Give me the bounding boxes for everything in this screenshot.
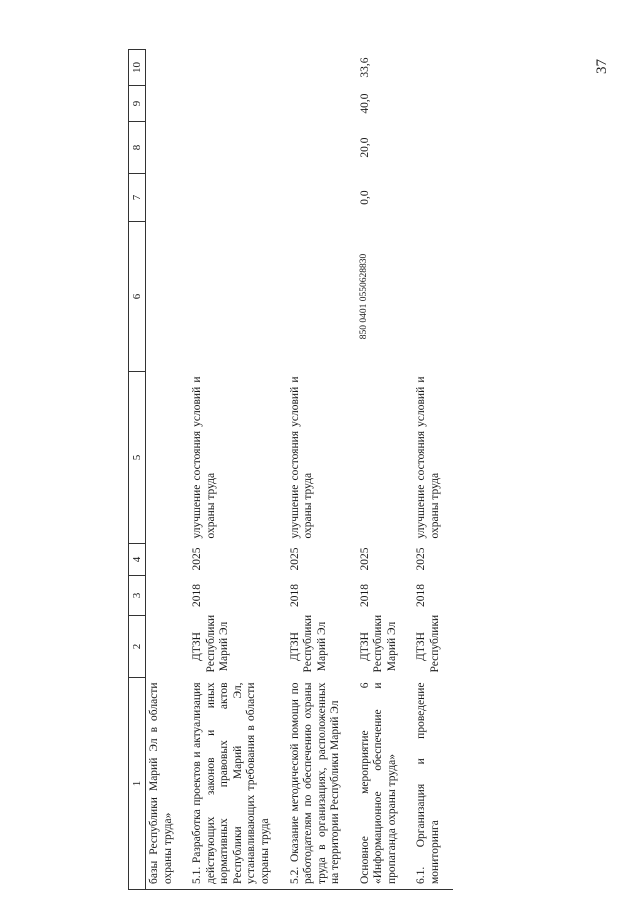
value-2020-cell xyxy=(283,86,353,122)
value-2020-cell: 40,0 xyxy=(358,93,371,114)
start-year-cell: 2018 xyxy=(191,584,204,607)
header-cell-3: 3 xyxy=(129,576,146,616)
end-year-cell xyxy=(146,544,186,576)
value-2020-cell xyxy=(146,86,186,122)
header-cell-5: 5 xyxy=(129,372,146,544)
rotated-table-container xyxy=(128,50,626,890)
activity-cell: 6.1. Организация и проведение мониторинга xyxy=(409,678,452,890)
header-cell-10: 10 xyxy=(129,50,146,86)
program-table xyxy=(128,49,453,890)
header-row xyxy=(129,50,146,890)
budget-code-cell xyxy=(185,222,282,372)
start-year-cell: 2018 xyxy=(415,584,428,607)
value-2019-cell xyxy=(283,122,353,174)
header-cell-4: 4 xyxy=(129,544,146,576)
header-cell-1: 1 xyxy=(129,678,146,890)
end-year-cell: 2025 xyxy=(288,547,301,571)
table-row xyxy=(146,50,186,890)
activity-cell: базы Республики Марий Эл в области охраны труда» xyxy=(146,678,186,890)
table-row xyxy=(283,50,353,890)
value-2021-cell xyxy=(283,50,353,86)
header-cell-6: 6 xyxy=(129,222,146,372)
page-number: 37 xyxy=(594,59,610,74)
header-cell-9: 9 xyxy=(129,86,146,122)
budget-code-cell: 850 0401 0550628830 xyxy=(358,253,369,340)
budget-code-cell xyxy=(283,222,353,372)
value-2018-cell xyxy=(283,174,353,222)
result-cell xyxy=(146,372,186,544)
value-2019-cell xyxy=(409,122,452,174)
executor-cell: ДТЗН Республики Марий Эл xyxy=(288,614,328,673)
budget-code-cell xyxy=(146,222,186,372)
header-cell-2: 2 xyxy=(129,616,146,678)
executor-cell: ДТЗН Республики Марий Эл xyxy=(191,614,231,673)
value-2018-cell xyxy=(146,174,186,222)
value-2018-cell xyxy=(185,174,282,222)
result-cell: улучшение состояния условий и охраны труда xyxy=(288,376,315,539)
activity-cell: 5.2. Оказание методической помощи по работодателям по обеспечению охраны труда в организациях, расположенных на территории Республики Марий Эл xyxy=(283,678,353,890)
budget-code-cell xyxy=(409,222,452,372)
executor-cell: ДТЗН Республики Марий Эл xyxy=(358,614,398,673)
value-2021-cell xyxy=(146,50,186,86)
end-year-cell: 2025 xyxy=(415,547,428,571)
activity-cell: Основное мероприятие 6 «Информационное обеспечение и пропаганда охраны труда» xyxy=(353,678,410,890)
table-row xyxy=(353,50,410,890)
end-year-cell: 2025 xyxy=(191,547,204,571)
value-2019-cell: 20,0 xyxy=(358,137,371,158)
activity-cell: 5.1. Разработка проектов и актуализация действующих законов и иных нормативных правовых актов Республики Марий Эл, устанавливающих требования в области охраны труда xyxy=(185,678,282,890)
value-2019-cell xyxy=(185,122,282,174)
value-2021-cell xyxy=(185,50,282,86)
value-2018-cell: 0,0 xyxy=(358,190,371,205)
header-cell-8: 8 xyxy=(129,122,146,174)
table-row xyxy=(185,50,282,890)
result-cell: улучшение состояния условий и охраны труда xyxy=(191,376,217,539)
value-2018-cell xyxy=(409,174,452,222)
value-2021-cell xyxy=(409,50,452,86)
header-cell-7: 7 xyxy=(129,174,146,222)
value-2020-cell xyxy=(409,86,452,122)
value-2019-cell xyxy=(146,122,186,174)
value-2020-cell xyxy=(185,86,282,122)
start-year-cell: 2018 xyxy=(358,584,371,607)
value-2021-cell: 33,6 xyxy=(358,57,371,78)
start-year-cell xyxy=(146,576,186,616)
end-year-cell: 2025 xyxy=(358,547,371,571)
table-row xyxy=(409,50,452,890)
executor-cell: ДТЗН Республики xyxy=(415,614,441,673)
result-cell: улучшение состояния условий и охраны труда xyxy=(415,376,441,539)
executor-cell xyxy=(146,616,186,678)
result-cell xyxy=(353,372,410,544)
start-year-cell: 2018 xyxy=(288,584,301,607)
